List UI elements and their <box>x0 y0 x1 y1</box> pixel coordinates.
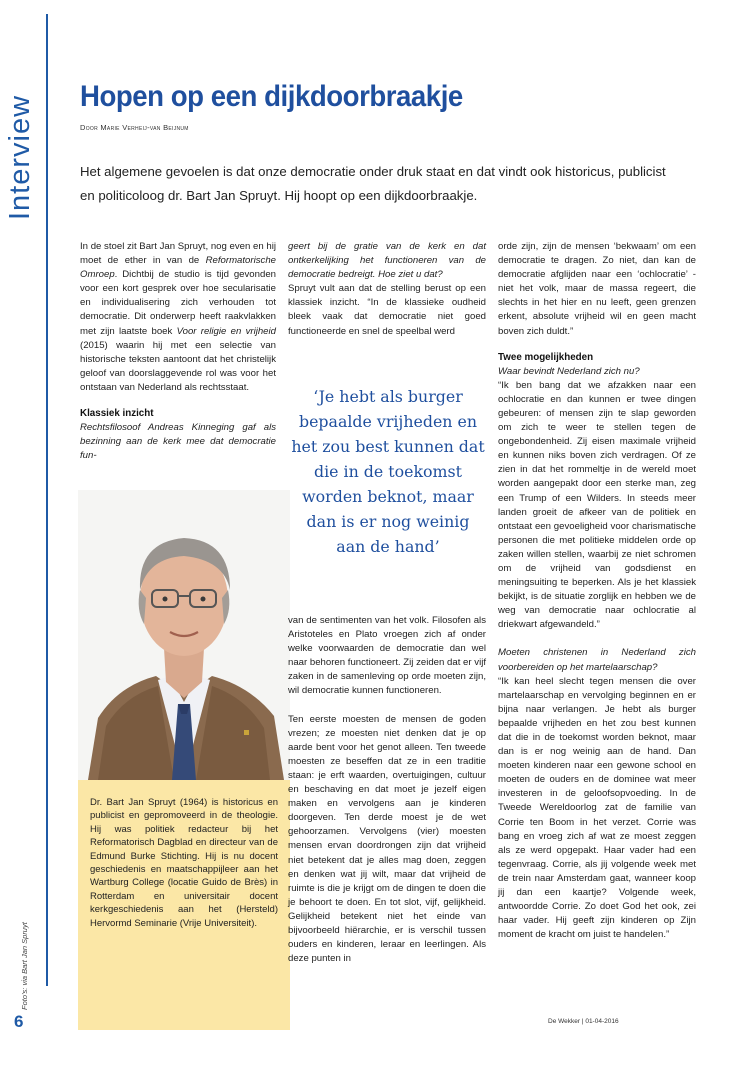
col1-paragraph: In de stoel zit Bart Jan Spruyt, nog even en hij moet de ether in van de Reformatorische Omroep. Dichtbij de studio is tijd gevonden voor een kort gesprek over hoe secularisatie en individualisering zich verhouden tot democratie. Dit onderwerp heeft raakvlakken met zijn laatste boek Voor religie en vrijheid (2015) waarin hij met een selectie van historische teksten aantoont dat het christelijk geloof van doorslaggevende rol was voor het ontstaan van Nederland als rechtsstaat. <box>80 241 276 393</box>
bio-box: Dr. Bart Jan Spruyt (1964) is historicus en publicist en gepromoveerd in de theologie. Hij was politiek redacteur bij het Reformatorisch Dagblad en directeur van de Edmund Burke Stichting. Hij is nu docent geschiedenis en maatschappijleer aan het Wartburg College (locatie Guido de Brès) in Rotterdam en universitair docent kerkgeschiedenis aan het (Hersteld) Hervormd Seminarie (Vrije Universiteit). <box>78 780 290 1030</box>
section-heading-twee: Twee mogelijkheden <box>498 351 594 363</box>
col2-paragraph: Ten eerste moesten de mensen de goden vrezen; ze moesten niet denken dat je op aarde bent voor het genot alleen. Ten tweede moesten ze beseffen dat ze in een traditie staan: je erft waarden, overtuigingen, cultuur en beschaving en dat moet je jezelf eigen maken en vervolgens aan je kinderen doorgeven. Ten derde moest je de wet gehoorzamen. Vervolgens (vier) moesten mensen ervan doordrongen zijn dat vrijheid niet betekent dat je alles mag doen, zeggen en denken wat jij wilt, maar dat vrijheid de ruimte is die je krijgt om de dingen te doen die je behoort te doen. En tot slot, vijf, gelijkheid. Gelijkheid betekent niet het einde van bijvoorbeeld hiërarchie, er is verschil tussen ouders en kinderen, leraar en leerlingen. Als deze punten in <box>288 713 486 965</box>
page-number: 6 <box>14 1012 24 1031</box>
section-divider-line <box>46 14 48 986</box>
column-2-bottom <box>288 614 486 966</box>
section-label-text: Interview <box>4 94 36 220</box>
article-byline: Door Marie Verheij-van Beijnum <box>80 123 189 132</box>
photo-credit-text: Foto’s: via Bart Jan Spruyt <box>20 922 29 1010</box>
section-heading-klassiek: Klassiek inzicht <box>80 408 154 420</box>
column-1 <box>80 240 276 463</box>
col3-paragraph: orde zijn, zijn de mensen ‘bekwaam’ om een democratie te dragen. Zo niet, dan kan de democratie afglijden naar een ‘ochlocratie’ - niet het volk, maar de massa regeert, die slechts in het hier en nu leeft, geen grenzen erkent, absolute vrijheid wil en geen macht boven zich duldt.” <box>498 241 696 337</box>
section-label <box>4 70 44 220</box>
col2-paragraph: Spruyt vult aan dat de stelling berust op een klassiek inzicht. “In de klassieke oudheid bleek vaak dat democratie niet goed functioneerde en snel de speelbal werd <box>288 283 486 337</box>
interview-question: Moeten christenen in Nederland zich voorbereiden op het martelaarschap? <box>498 647 696 673</box>
col3-paragraph: “Ik ben bang dat we afzakken naar een ochlocratie en dan kunnen er twee dingen gebeuren: of mensen zijn te slap geworden om zich te weer te stellen tegen de ongebondenheid. Zij eisen maximale vrijheid en kunnen niks boven zich verdragen. Of ze zien in dat het rommeltje in de wereld moet worden aangepakt door een sterke man, zeg een Trump of een Wilders. In steeds meer landen groeit de afkeer van de politiek en ontstaat een gevoeligheid voor charismatische personen die met politieke middelen orde op zaken willen stellen, waarbij ze niet schromen om de vrijheid van godsdienst en meningsuiting te beperken. Als je het klassiek bekijkt, is de situatie zorglijk en hebben we de weg van democratie naar ochlocratie al driekwart afgewandeld.” <box>498 379 696 631</box>
article-intro: Het algemene gevoelen is dat onze democratie onder druk staat en dat vindt ook historicus, publicist en politicoloog dr. Bart Jan Spruyt. Hij hoopt op een dijkdoorbraakje. <box>80 164 666 203</box>
publication-footer: De Wekker | 01-04-2016 <box>548 1018 619 1025</box>
column-2-top <box>288 240 486 339</box>
photo-credit <box>20 870 34 1010</box>
interview-question: Waar bevindt Nederland zich nu? <box>498 365 640 377</box>
col2-paragraph: van de sentimenten van het volk. Filosofen als Aristoteles en Plato vroegen zich af onder welke voorwaarden de democratie dan wel naar behoren functioneert. Zij zeiden dat er vijf zaken in de samenleving op orde moeten zijn, wil democratie kunnen functioneren. <box>288 615 486 697</box>
article-title: Hopen op een dijkdoorbraakje <box>80 80 463 113</box>
pull-quote: ‘Je hebt als burger bepaalde vrijheden en het zou best kunnen dat die in de toekomst worden beknot, maar dan is er nog weinig aan de hand’ <box>291 387 485 556</box>
portrait-illustration <box>78 490 290 780</box>
interview-question: geert bij de gratie van de kerk en dat ontkerkelijking het functioneren van de democratie bedreigt. Hoe ziet u dat? <box>288 241 486 281</box>
portrait-photo <box>78 490 290 780</box>
column-3 <box>498 240 696 942</box>
interview-question: Rechtsfilosoof Andreas Kinneging gaf als bezinning aan de kerk mee dat democratie fun- <box>80 422 276 462</box>
col3-paragraph: “Ik kan heel slecht tegen mensen die over martelaarschap en vervolging beginnen en er bijna naar verlangen. Je hebt als burger bepaalde vrijheden en het zou best kunnen dat die in de toekomst worden beknot, maar dan is er nog weinig aan de hand. Dan moeten kinderen naar een gewone school en moeten de ouders en de dominee wat meer investeren in de geloofsopvoeding. In de Tweede Wereldoorlog zat de familie van Corrie ten Boom in het verzet. Corrie was bang en vroeg zich af wat ze moest zeggen als ze werd opgepakt. Haar vader had een tegenvraag. Corrie, als jij volgende week met de trein naar Amsterdam gaat, wanneer koop jij dan een kaartje? Volgende week, antwoordde Corrie. Zo doet God het ook, zei haar vader. Hij geeft zijn kinderen op Zijn moment de kracht om juist te handelen.” <box>498 675 696 941</box>
